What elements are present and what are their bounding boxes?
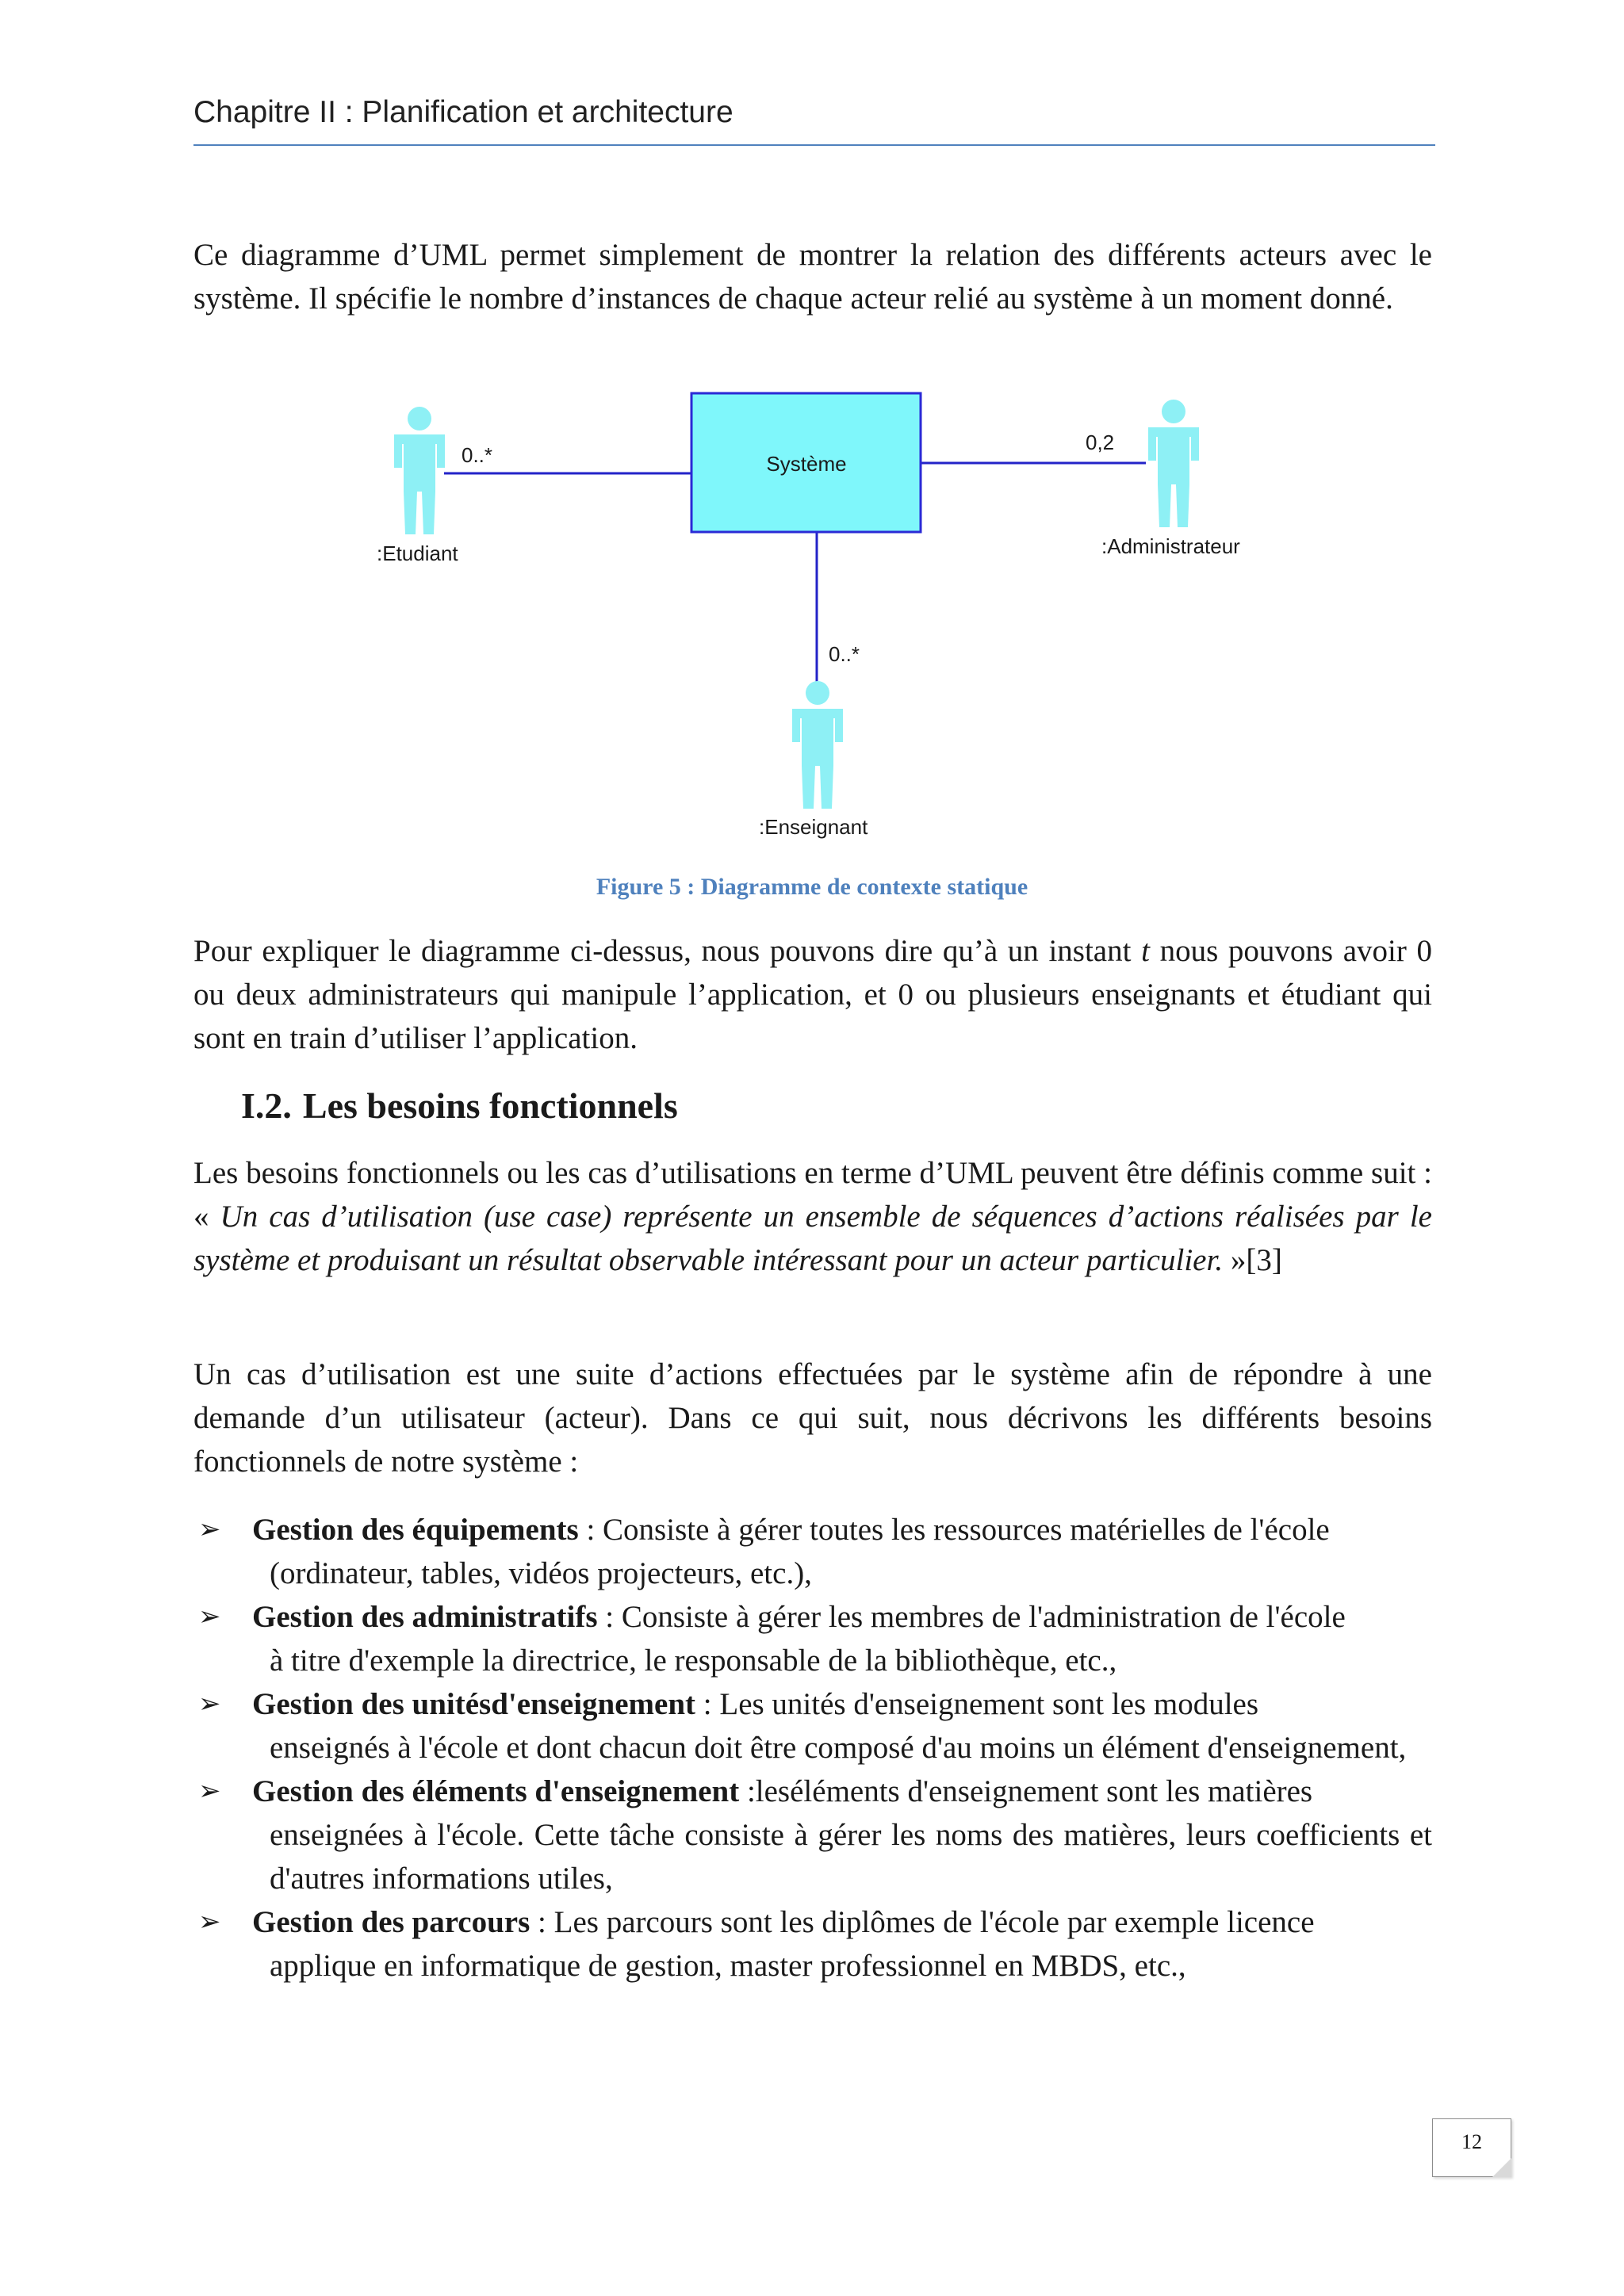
arrow-bullet-icon: ➢ <box>198 1906 221 1938</box>
list-item <box>193 1900 1432 1988</box>
besoins-text-end: »[3] <box>1223 1243 1282 1277</box>
section-number: I.2. <box>241 1085 292 1126</box>
list-item-text: :leséléments d'enseignement sont les matières <box>739 1774 1313 1808</box>
list-item-text: : Consiste à gérer toutes les ressources matérielles de l'école <box>578 1513 1330 1547</box>
explanation-paragraph <box>193 929 1432 1060</box>
enseignant-label: :Enseignant <box>759 815 868 839</box>
figure-caption: Figure 5 : Diagramme de contexte statique <box>596 874 1028 900</box>
list-item-title: Gestion des équipements <box>252 1513 579 1547</box>
besoins-paragraph <box>193 1151 1432 1282</box>
explanation-variable: t <box>1141 934 1150 968</box>
list-item-continuation: applique en informatique de gestion, master professionnel en MBDS, etc., <box>270 1949 1186 1983</box>
list-item-text: : Les parcours sont les diplômes de l'école par exemple licence <box>530 1905 1315 1939</box>
list-item <box>193 1508 1432 1595</box>
page-number-box <box>1432 2118 1511 2177</box>
list-item-title: Gestion des éléments d'enseignement <box>252 1774 740 1808</box>
section-title: Les besoins fonctionnels <box>302 1085 678 1126</box>
besoins-text-start: Les besoins fonctionnels ou les cas d’utilisations en terme d’UML peuvent être définis comme suit : « <box>193 1156 1432 1234</box>
administrateur-multiplicity: 0,2 <box>1086 430 1115 454</box>
usecase-paragraph: Un cas d’utilisation est une suite d’actions effectuées par le système afin de répondre à une demande d’un utilisateur (acteur). Dans ce qui suit, nous décrivons les différents besoins fonctionnels de notre système : <box>193 1357 1432 1479</box>
list-item <box>193 1770 1432 1900</box>
chapter-header: Chapitre II : Planification et architecture <box>193 95 733 129</box>
arrow-bullet-icon: ➢ <box>198 1688 221 1720</box>
list-item-text: : Les unités d'enseignement sont les modules <box>695 1687 1259 1721</box>
arrow-bullet-icon: ➢ <box>198 1513 221 1545</box>
etudiant-label: :Etudiant <box>377 541 458 565</box>
enseignant-multiplicity: 0..* <box>829 642 860 666</box>
requirements-list <box>193 1508 1432 1988</box>
etudiant-multiplicity: 0..* <box>462 443 493 467</box>
list-item-continuation: enseignées à l'école. Cette tâche consiste à gérer les noms des matières, leurs coefficients et d'autres informations utiles, <box>270 1818 1432 1896</box>
list-item <box>193 1682 1432 1770</box>
list-item-continuation: enseignés à l'école et dont chacun doit être composé d'au moins un élément d'enseignement, <box>270 1731 1407 1765</box>
section-heading <box>241 1085 678 1127</box>
system-label: Système <box>766 452 847 476</box>
arrow-bullet-icon: ➢ <box>198 1775 221 1807</box>
list-item-continuation: à titre d'exemple la directrice, le responsable de la bibliothèque, etc., <box>270 1644 1117 1678</box>
arrow-bullet-icon: ➢ <box>198 1601 221 1632</box>
context-diagram <box>0 0 1624 872</box>
list-item-title: Gestion des unitésd'enseignement <box>252 1687 696 1721</box>
besoins-quote: Un cas d’utilisation (use case) représente un ensemble de séquences d’actions réalisées par le système et produisant un résultat observable intéressant pour un acteur particulier. <box>193 1200 1432 1277</box>
intro-paragraph: Ce diagramme d’UML permet simplement de montrer la relation des différents acteurs avec le système. Il spécifie le nombre d’instances de chaque acteur relié au système à un moment donné. <box>193 238 1432 316</box>
page-corner-fold <box>1492 2158 1511 2177</box>
page-number: 12 <box>1461 2130 1482 2153</box>
explanation-text-start: Pour expliquer le diagramme ci-dessus, nous pouvons dire qu’à un instant <box>193 934 1142 968</box>
list-item-text: : Consiste à gérer les membres de l'administration de l'école <box>597 1600 1346 1634</box>
list-item-continuation: (ordinateur, tables, vidéos projecteurs, etc.), <box>270 1556 812 1590</box>
administrateur-label: :Administrateur <box>1101 534 1240 558</box>
list-item-title: Gestion des administratifs <box>252 1600 598 1634</box>
list-item <box>193 1595 1432 1682</box>
enseignant-actor-icon <box>792 681 843 809</box>
list-item-title: Gestion des parcours <box>252 1905 530 1939</box>
administrateur-actor-icon <box>1148 400 1199 527</box>
etudiant-actor-icon <box>394 407 445 534</box>
explanation-text-end: nous pouvons avoir 0 ou deux administrateurs qui manipule l’application, et 0 ou plusieurs enseignants et étudiant qui sont en train d’utiliser l’application. <box>193 934 1432 1055</box>
